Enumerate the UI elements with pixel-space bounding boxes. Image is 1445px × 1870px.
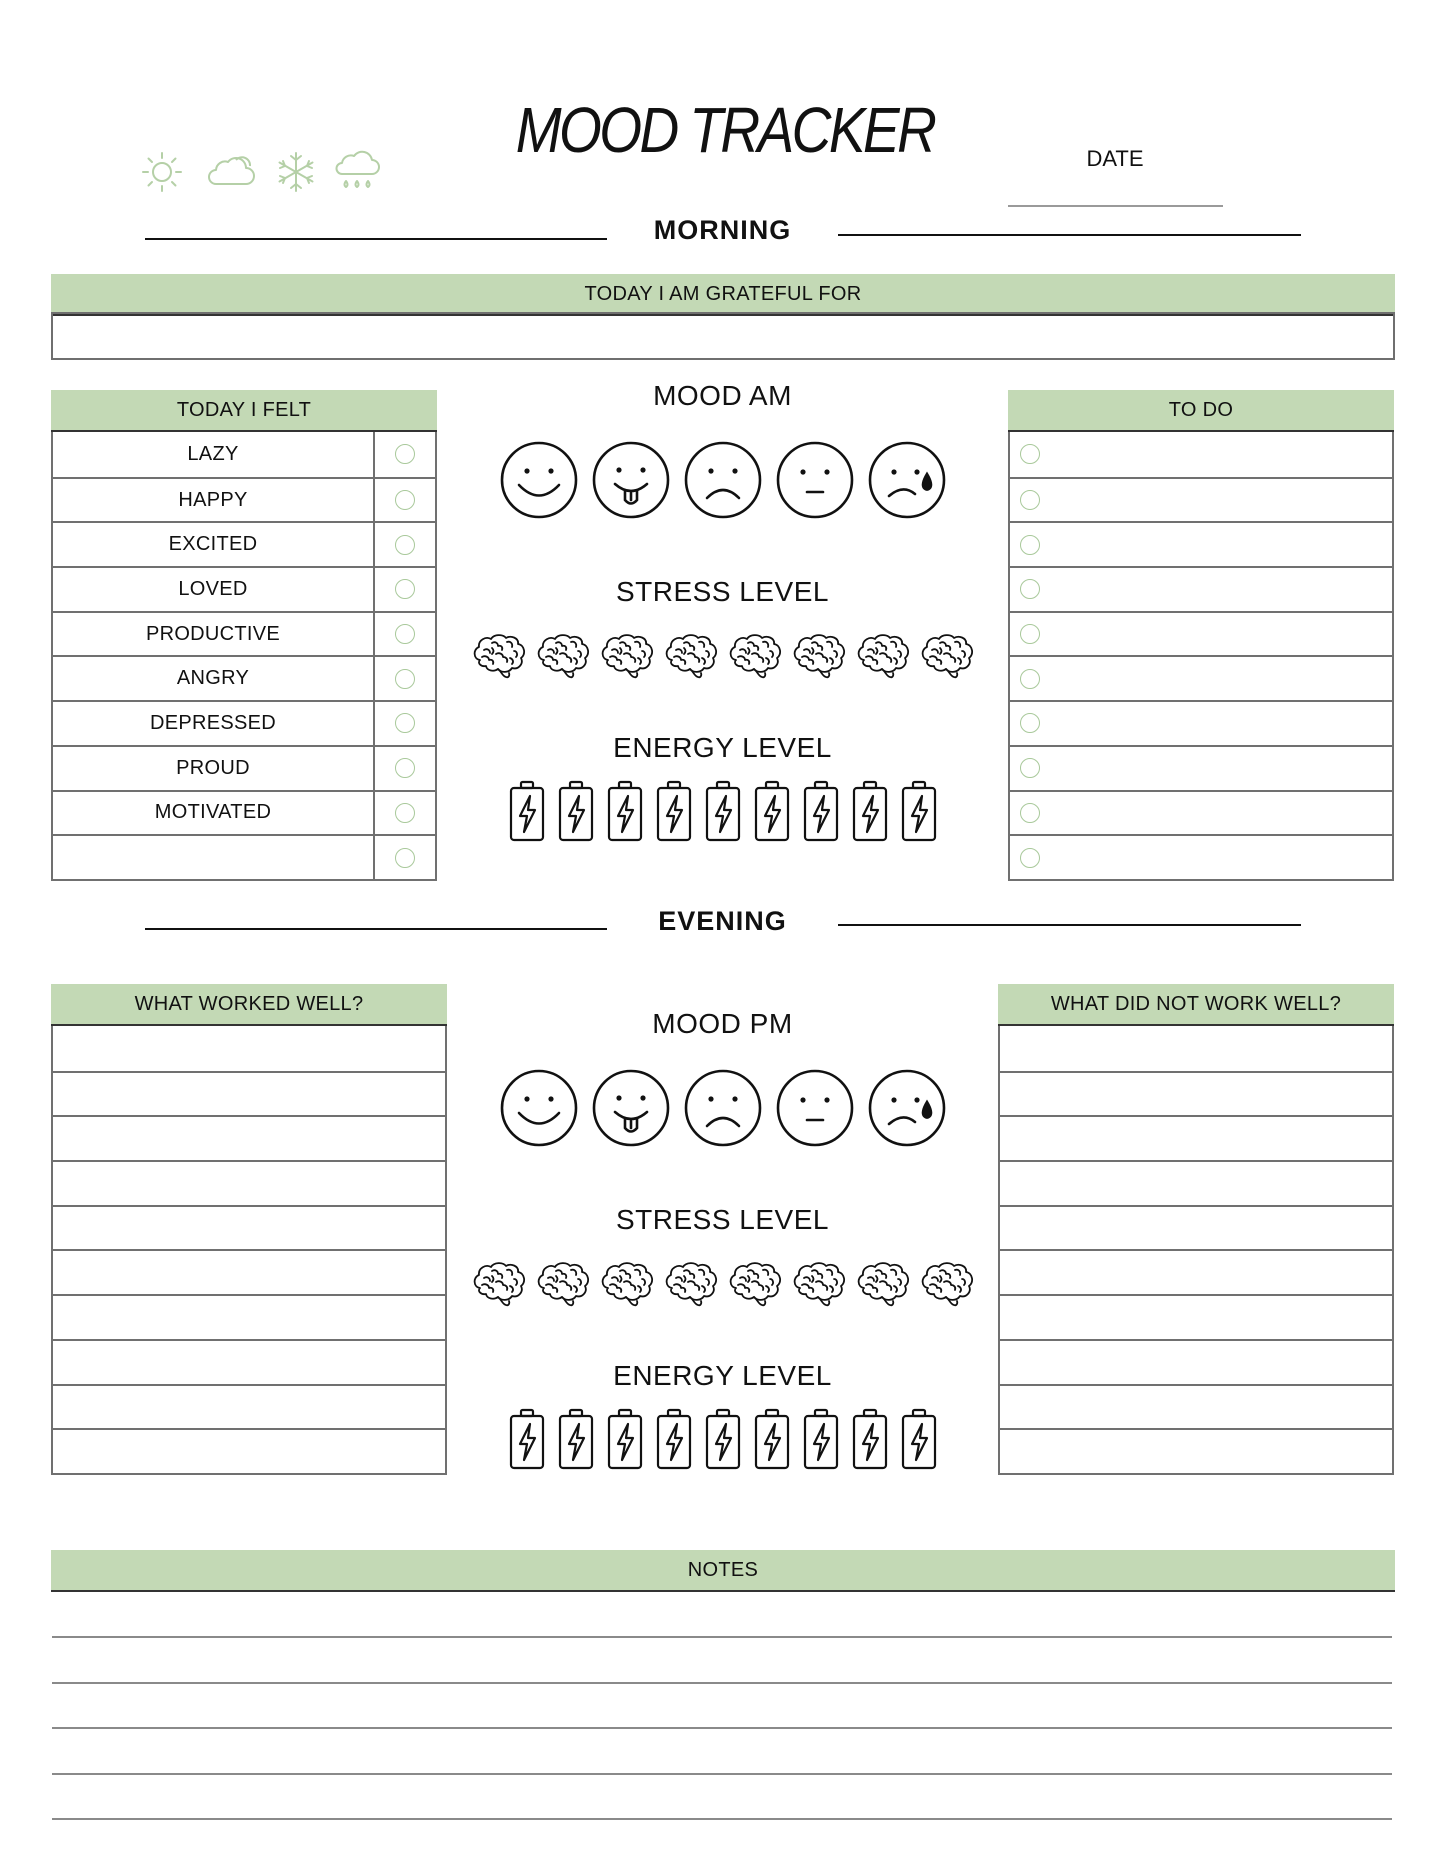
todo-checkbox[interactable] (1020, 444, 1040, 464)
smile-face-icon[interactable] (499, 440, 579, 520)
writing-row[interactable] (53, 1428, 445, 1473)
stress-pm-icons (460, 1256, 985, 1312)
writing-row[interactable] (53, 1249, 445, 1294)
felt-label: EXCITED (168, 533, 258, 556)
writing-row[interactable] (1000, 1160, 1392, 1205)
felt-checkbox[interactable] (395, 444, 415, 464)
felt-checkbox[interactable] (395, 490, 415, 510)
todo-check-cell (1020, 613, 1040, 656)
todo-panel (1008, 390, 1394, 881)
evening-divider-left (145, 928, 607, 930)
notes-header: NOTES (51, 1550, 1395, 1592)
brain-icon[interactable] (662, 632, 720, 680)
date-field[interactable] (1008, 205, 1223, 207)
battery-bolt-icon[interactable] (508, 1408, 546, 1470)
writing-row[interactable] (1000, 1026, 1392, 1071)
brain-icon[interactable] (534, 632, 592, 680)
battery-bolt-icon[interactable] (606, 1408, 644, 1470)
todo-check-cell (1020, 836, 1040, 879)
felt-label: PROUD (176, 756, 250, 779)
not-worked-header: WHAT DID NOT WORK WELL? (998, 984, 1394, 1026)
mood-pm-title: MOOD PM (652, 1008, 793, 1039)
felt-checkbox[interactable] (395, 624, 415, 644)
todo-check-cell (1020, 523, 1040, 566)
felt-row (53, 566, 435, 611)
energy-pm-icons (480, 1406, 965, 1472)
battery-bolt-icon[interactable] (655, 1408, 693, 1470)
todo-row[interactable] (1010, 745, 1392, 790)
felt-label: LOVED (178, 577, 248, 600)
battery-bolt-icon[interactable] (753, 1408, 791, 1470)
felt-check-cell (373, 836, 435, 879)
energy-am-icons (480, 778, 965, 844)
todo-checkbox[interactable] (1020, 579, 1040, 599)
felt-checkbox[interactable] (395, 535, 415, 555)
brain-icon[interactable] (918, 632, 976, 680)
writing-row[interactable] (53, 1115, 445, 1160)
felt-check-cell (373, 657, 435, 700)
todo-row[interactable] (1010, 700, 1392, 745)
writing-row[interactable] (1000, 1071, 1392, 1116)
notes-line[interactable] (52, 1682, 1392, 1684)
worked-header: WHAT WORKED WELL? (51, 984, 447, 1026)
felt-row (53, 655, 435, 700)
battery-bolt-icon[interactable] (606, 780, 644, 842)
brain-icon[interactable] (790, 632, 848, 680)
grateful-header: TODAY I AM GRATEFUL FOR (51, 274, 1395, 316)
todo-checkbox[interactable] (1020, 848, 1040, 868)
brain-icon[interactable] (854, 1260, 912, 1308)
felt-check-cell (373, 523, 435, 566)
felt-list (51, 432, 437, 881)
battery-bolt-icon[interactable] (655, 780, 693, 842)
todo-checkbox[interactable] (1020, 669, 1040, 689)
writing-row[interactable] (53, 1205, 445, 1250)
battery-bolt-icon[interactable] (508, 780, 546, 842)
crying-face-icon[interactable] (867, 1068, 947, 1148)
felt-check-cell (373, 613, 435, 656)
writing-row[interactable] (53, 1339, 445, 1384)
felt-checkbox[interactable] (395, 669, 415, 689)
todo-row[interactable] (1010, 834, 1392, 879)
felt-label: HAPPY (178, 488, 248, 511)
writing-row[interactable] (1000, 1384, 1392, 1429)
todo-row[interactable] (1010, 521, 1392, 566)
felt-label: ANGRY (176, 667, 250, 690)
mood-am-faces (480, 438, 965, 522)
notes-line[interactable] (52, 1773, 1392, 1775)
sun-icon[interactable] (140, 150, 184, 194)
writing-row[interactable] (1000, 1339, 1392, 1384)
frown-face-icon[interactable] (683, 440, 763, 520)
brain-icon[interactable] (790, 1260, 848, 1308)
neutral-face-icon[interactable] (775, 440, 855, 520)
stress-am-icons (460, 628, 985, 684)
mood-pm-faces (480, 1066, 965, 1150)
felt-row (53, 432, 435, 477)
todo-row[interactable] (1010, 611, 1392, 656)
brain-icon[interactable] (726, 1260, 784, 1308)
brain-icon[interactable] (598, 632, 656, 680)
worked-list (51, 1026, 447, 1475)
brain-icon[interactable] (854, 632, 912, 680)
todo-row[interactable] (1010, 477, 1392, 522)
crying-face-icon[interactable] (867, 440, 947, 520)
writing-row[interactable] (53, 1384, 445, 1429)
felt-label (53, 836, 373, 879)
brain-icon[interactable] (662, 1260, 720, 1308)
todo-check-cell (1020, 747, 1040, 790)
todo-checkbox[interactable] (1020, 713, 1040, 733)
writing-row[interactable] (53, 1026, 445, 1071)
felt-label: LAZY (187, 442, 239, 465)
writing-row[interactable] (1000, 1115, 1392, 1160)
felt-label: DEPRESSED (149, 711, 277, 734)
battery-bolt-icon[interactable] (557, 780, 595, 842)
todo-list (1008, 432, 1394, 881)
writing-row[interactable] (1000, 1249, 1392, 1294)
felt-check-cell (373, 792, 435, 835)
snowflake-icon[interactable] (274, 150, 318, 194)
writing-row[interactable] (53, 1160, 445, 1205)
todo-checkbox[interactable] (1020, 535, 1040, 555)
writing-row[interactable] (53, 1294, 445, 1339)
stress-pm-title: STRESS LEVEL (616, 1204, 829, 1235)
evening-divider-right (838, 924, 1301, 926)
todo-row[interactable] (1010, 790, 1392, 835)
battery-bolt-icon[interactable] (900, 780, 938, 842)
todo-checkbox[interactable] (1020, 758, 1040, 778)
notes-line[interactable] (52, 1818, 1392, 1820)
todo-row[interactable] (1010, 566, 1392, 611)
battery-bolt-icon[interactable] (802, 1408, 840, 1470)
felt-row (53, 700, 435, 745)
todo-check-cell (1020, 702, 1040, 745)
notes-line[interactable] (52, 1636, 1392, 1638)
felt-check-cell (373, 479, 435, 522)
weather-icons (140, 148, 390, 196)
felt-checkbox[interactable] (395, 713, 415, 733)
date-label: DATE (1086, 146, 1144, 171)
felt-row (53, 745, 435, 790)
morning-section-title: MORNING (653, 215, 792, 245)
battery-bolt-icon[interactable] (704, 780, 742, 842)
worked-panel (51, 984, 447, 1475)
felt-row (53, 611, 435, 656)
todo-check-cell (1020, 657, 1040, 700)
writing-row[interactable] (1000, 1428, 1392, 1473)
mood-am-title: MOOD AM (653, 380, 792, 411)
battery-bolt-icon[interactable] (851, 1408, 889, 1470)
felt-checkbox[interactable] (395, 803, 415, 823)
frown-face-icon[interactable] (683, 1068, 763, 1148)
energy-pm-title: ENERGY LEVEL (613, 1360, 832, 1391)
felt-check-cell (373, 702, 435, 745)
felt-label: MOTIVATED (154, 801, 272, 824)
not-worked-panel (998, 984, 1394, 1475)
brain-icon[interactable] (726, 632, 784, 680)
neutral-face-icon[interactable] (775, 1068, 855, 1148)
grateful-input[interactable] (51, 312, 1395, 360)
felt-panel (51, 390, 437, 881)
brain-icon[interactable] (918, 1260, 976, 1308)
battery-bolt-icon[interactable] (704, 1408, 742, 1470)
brain-icon[interactable] (598, 1260, 656, 1308)
evening-section-title: EVENING (658, 906, 787, 936)
brain-icon[interactable] (534, 1260, 592, 1308)
writing-row[interactable] (53, 1071, 445, 1116)
todo-check-cell (1020, 432, 1040, 477)
page-title: MOOD TRACKER (515, 94, 935, 166)
brain-icon[interactable] (470, 1260, 528, 1308)
felt-checkbox[interactable] (395, 848, 415, 868)
felt-row (53, 521, 435, 566)
felt-row (53, 477, 435, 522)
todo-header: TO DO (1008, 390, 1394, 432)
energy-am-title: ENERGY LEVEL (613, 732, 832, 763)
felt-row (53, 790, 435, 835)
battery-bolt-icon[interactable] (900, 1408, 938, 1470)
stress-am-title: STRESS LEVEL (616, 576, 829, 607)
felt-checkbox[interactable] (395, 758, 415, 778)
smile-face-icon[interactable] (499, 1068, 579, 1148)
todo-check-cell (1020, 568, 1040, 611)
writing-row[interactable] (1000, 1205, 1392, 1250)
notes-line[interactable] (52, 1727, 1392, 1729)
todo-row[interactable] (1010, 432, 1392, 477)
writing-row[interactable] (1000, 1294, 1392, 1339)
felt-check-cell (373, 432, 435, 477)
todo-checkbox[interactable] (1020, 490, 1040, 510)
todo-checkbox[interactable] (1020, 803, 1040, 823)
felt-check-cell (373, 747, 435, 790)
brain-icon[interactable] (470, 632, 528, 680)
felt-check-cell (373, 568, 435, 611)
felt-header: TODAY I FELT (51, 390, 437, 432)
battery-bolt-icon[interactable] (753, 780, 791, 842)
todo-row[interactable] (1010, 655, 1392, 700)
battery-bolt-icon[interactable] (802, 780, 840, 842)
battery-bolt-icon[interactable] (851, 780, 889, 842)
morning-divider-right (838, 234, 1301, 236)
rain-icon[interactable] (334, 148, 382, 196)
not-worked-list (998, 1026, 1394, 1475)
felt-checkbox[interactable] (395, 579, 415, 599)
cloud-icon[interactable] (206, 152, 258, 192)
felt-label: PRODUCTIVE (145, 622, 281, 645)
todo-check-cell (1020, 792, 1040, 835)
morning-divider-left (145, 238, 607, 240)
todo-checkbox[interactable] (1020, 624, 1040, 644)
felt-row (53, 834, 435, 879)
battery-bolt-icon[interactable] (557, 1408, 595, 1470)
tongue-face-icon[interactable] (591, 1068, 671, 1148)
tongue-face-icon[interactable] (591, 440, 671, 520)
todo-check-cell (1020, 479, 1040, 522)
